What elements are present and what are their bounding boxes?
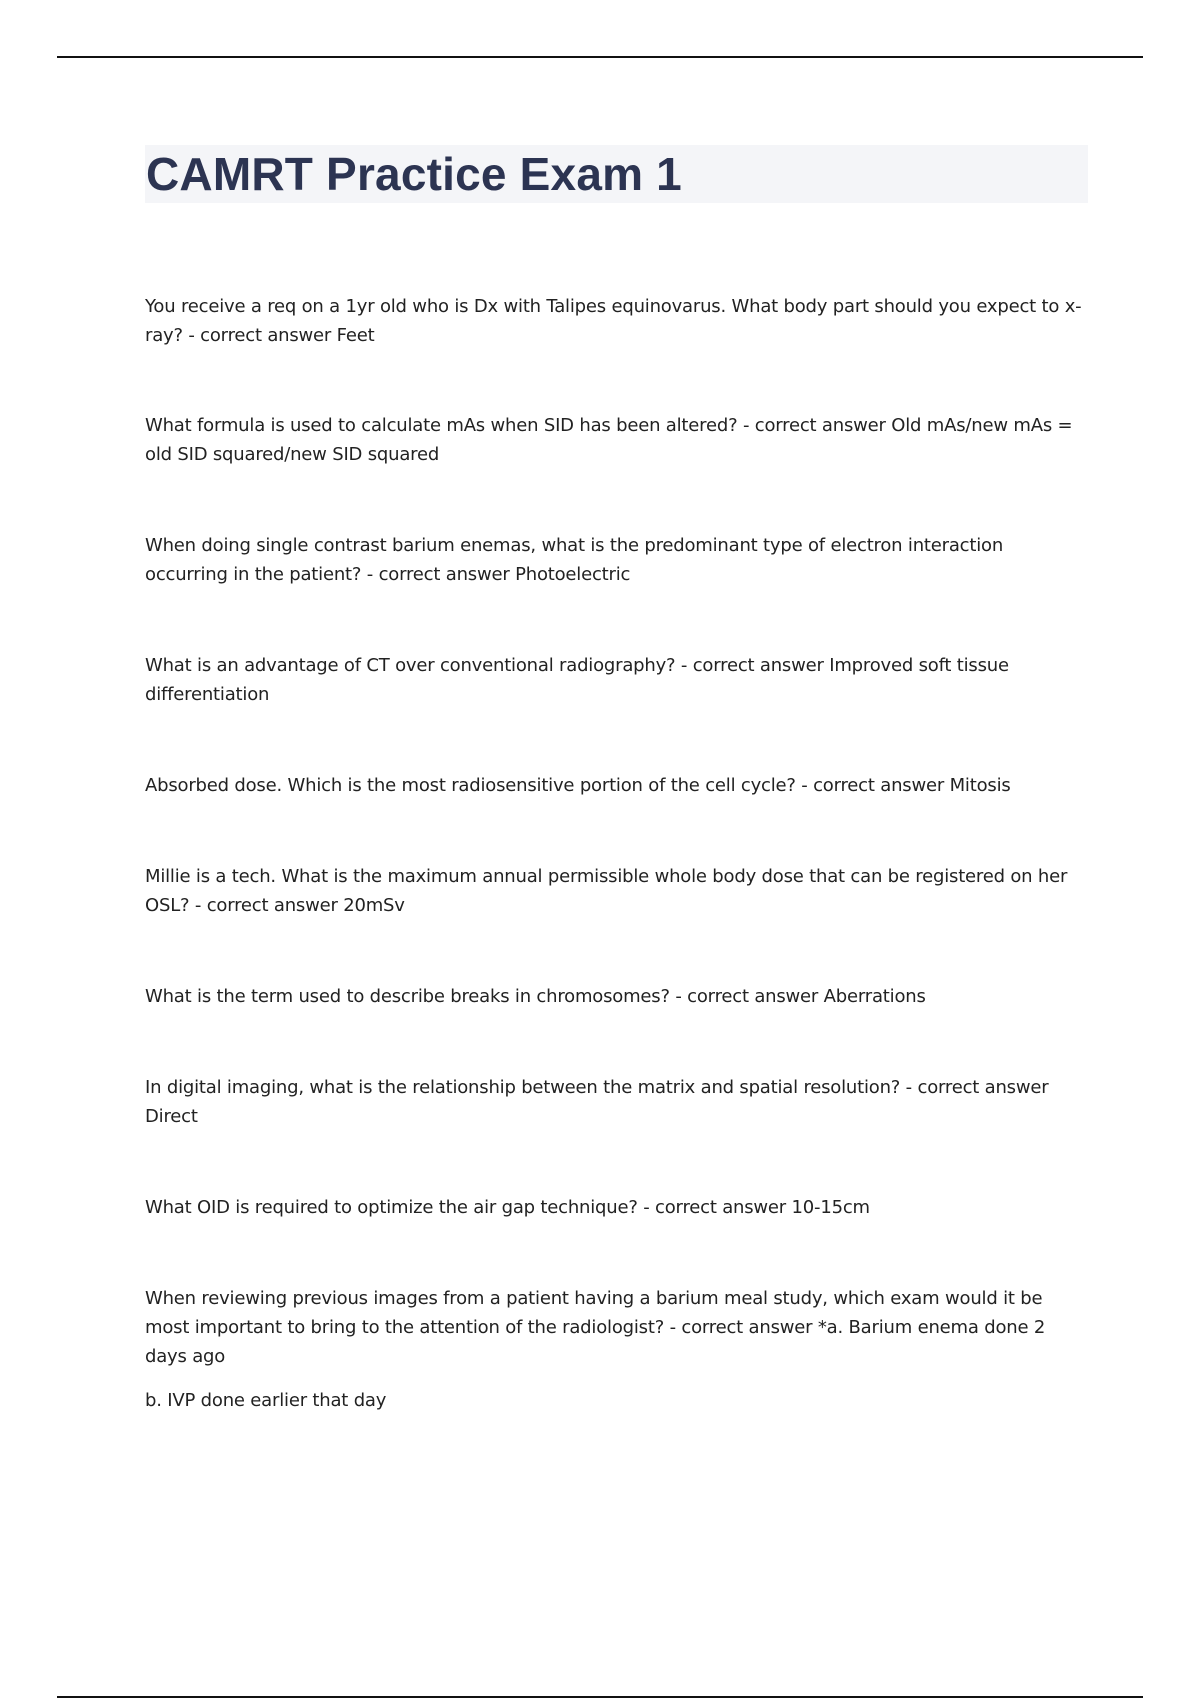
question-text: When doing single contrast barium enemas, what is the predominant type of electron interaction occurring in the patient? - correct answer Photoelectric xyxy=(145,535,1004,585)
page-title: CAMRT Practice Exam 1 xyxy=(146,148,682,200)
question-text: When reviewing previous images from a patient having a barium meal study, which exam would it be most important to bring to the attention of the radiologist? - correct answer *a. Barium enema done 2 days ago xyxy=(145,1288,1046,1367)
question-item-5 xyxy=(145,771,1085,800)
question-item-9 xyxy=(145,1193,1085,1222)
question-item-8 xyxy=(145,1073,1085,1131)
question-item-1 xyxy=(145,292,1085,350)
question-item-10 xyxy=(145,1284,1085,1415)
question-item-7 xyxy=(145,982,1085,1011)
answer-option: b. IVP done earlier that day xyxy=(145,1390,387,1411)
question-text: What is the term used to describe breaks in chromosomes? - correct answer Aberrations xyxy=(145,986,926,1007)
question-item-3 xyxy=(145,531,1085,589)
question-item-4 xyxy=(145,651,1085,709)
question-item-2 xyxy=(145,411,1085,469)
bottom-divider xyxy=(57,1696,1143,1698)
question-text: In digital imaging, what is the relationship between the matrix and spatial resolution? - correct answer Direct xyxy=(145,1077,1049,1127)
question-text: What OID is required to optimize the air gap technique? - correct answer 10-15cm xyxy=(145,1197,870,1218)
question-item-6 xyxy=(145,862,1085,920)
question-text: Millie is a tech. What is the maximum annual permissible whole body dose that can be registered on her OSL? - correct answer 20mSv xyxy=(145,866,1068,916)
question-text: Absorbed dose. Which is the most radiosensitive portion of the cell cycle? - correct answer Mitosis xyxy=(145,775,1011,796)
question-text: What formula is used to calculate mAs when SID has been altered? - correct answer Old mAs/new mAs = old SID squared/new SID squared xyxy=(145,415,1073,465)
question-text: You receive a req on a 1yr old who is Dx with Talipes equinovarus. What body part should you expect to x-ray? - correct answer Feet xyxy=(145,296,1082,346)
question-text: What is an advantage of CT over conventional radiography? - correct answer Improved soft tissue differentiation xyxy=(145,655,1009,705)
top-divider xyxy=(57,56,1143,58)
